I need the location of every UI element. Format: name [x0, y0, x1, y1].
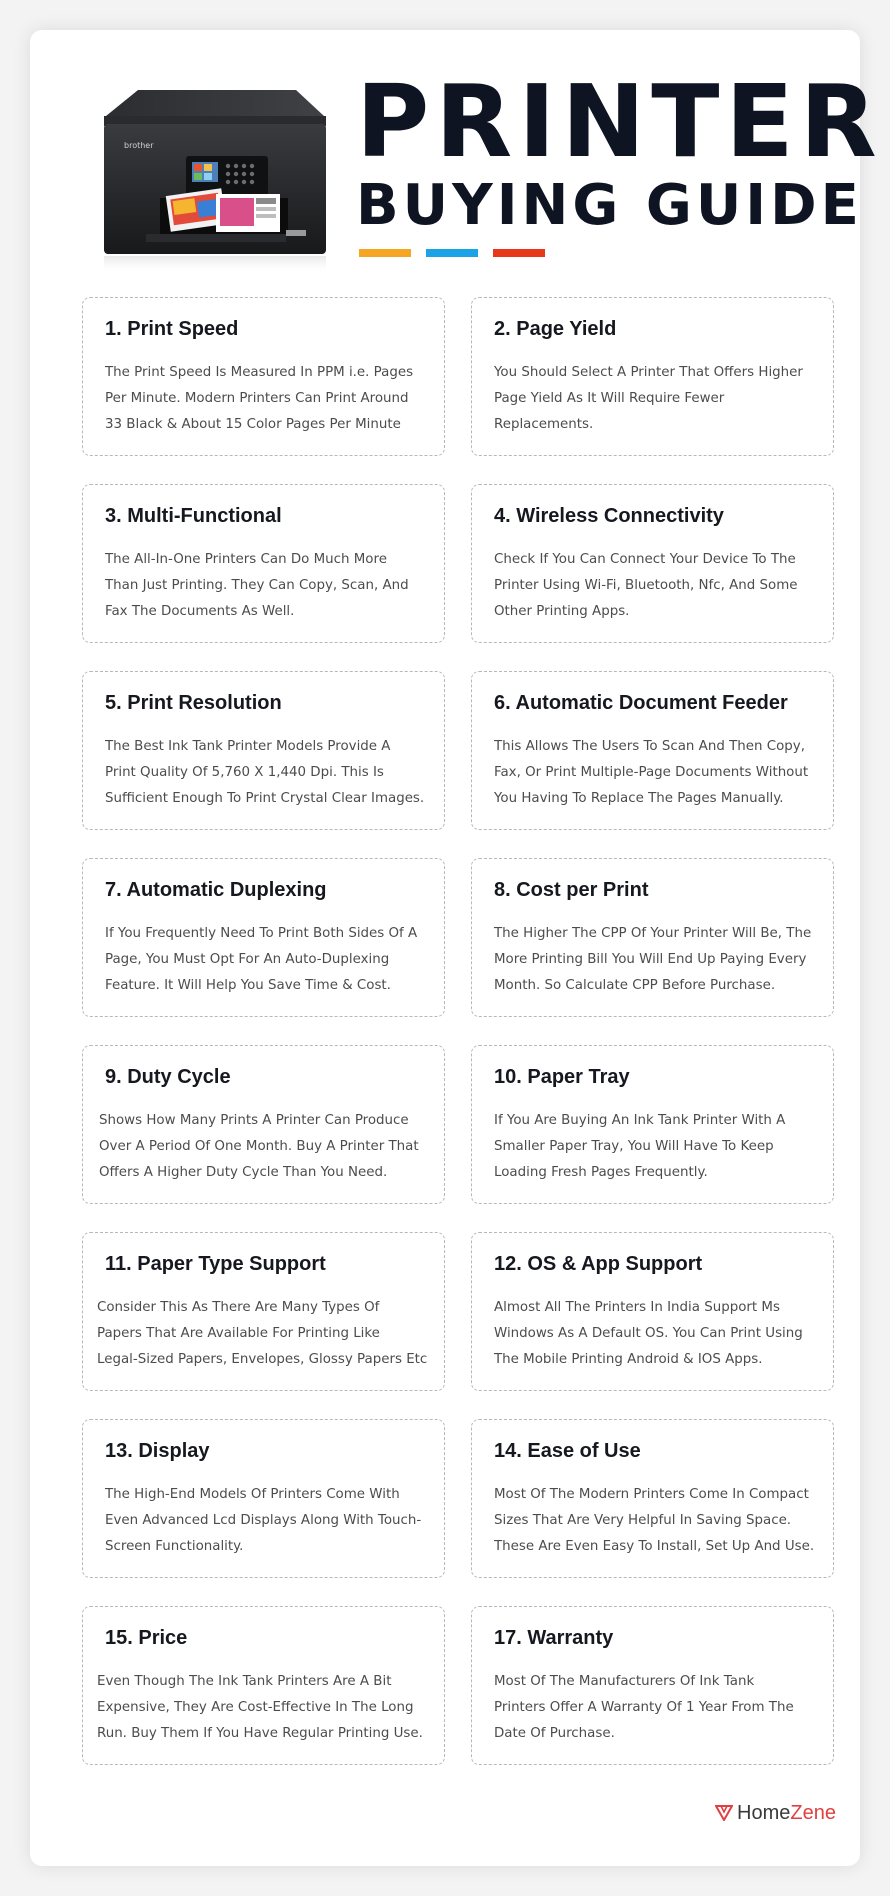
guide-item — [471, 1606, 834, 1765]
infographic-card — [30, 30, 883, 1866]
guide-item — [471, 1045, 834, 1204]
page-subtitle: BUYING GUIDE — [356, 173, 863, 238]
page-title: PRINTER — [356, 63, 883, 180]
guide-item-text: If You Are Buying An Ink Tank Printer With A Smaller Paper Tray, You Will Have To Keep Loading Fresh Pages Frequently. — [494, 1113, 786, 1180]
guide-item-title: 9. Duty Cycle — [105, 1066, 231, 1088]
guide-item — [471, 858, 834, 1017]
guide-item-title: 6. Automatic Document Feeder — [494, 692, 788, 714]
guide-item — [471, 1232, 834, 1391]
guide-item-title: 13. Display — [105, 1440, 210, 1462]
guide-item-text: Consider This As There Are Many Types Of Papers That Are Available For Printing Like Legal-Sized Papers, Envelopes, Glossy Papers Etc — [97, 1300, 428, 1367]
guide-item-title: 10. Paper Tray — [494, 1066, 630, 1088]
guide-item-title: 4. Wireless Connectivity — [494, 505, 724, 527]
guide-item — [471, 1419, 834, 1578]
guide-item — [82, 1606, 445, 1765]
guide-item — [471, 484, 834, 643]
guide-item-text: This Allows The Users To Scan And Then Copy, Fax, Or Print Multiple-Page Documents Without You Having To Replace The Pages Manually. — [494, 739, 809, 806]
printer-brand: brother — [124, 141, 154, 150]
accent-bar-blue — [426, 249, 478, 257]
guide-item-text: The Higher The CPP Of Your Printer Will Be, The More Printing Bill You Will End Up Paying Every Month. So Calculate CPP Before Purchase. — [494, 926, 812, 993]
guide-item — [471, 671, 834, 830]
printer-illustration — [86, 66, 336, 276]
guide-item — [82, 297, 445, 456]
guide-item-text: The All-In-One Printers Can Do Much More Than Just Printing. They Can Copy, Scan, And Fax The Documents As Well. — [105, 552, 409, 619]
guide-item-title: 14. Ease of Use — [494, 1440, 641, 1462]
guide-item-text: Most Of The Modern Printers Come In Compact Sizes That Are Very Helpful In Saving Space. These Are Even Easy To Install, Set Up And Use. — [494, 1487, 815, 1554]
logo-mark-icon — [715, 1805, 733, 1821]
guide-item-text: You Should Select A Printer That Offers Higher Page Yield As It Will Require Fewer Replacements. — [494, 365, 803, 432]
logo-text-home: Home — [737, 1801, 791, 1824]
guide-item-text: Check If You Can Connect Your Device To The Printer Using Wi-Fi, Bluetooth, Nfc, And Some Other Printing Apps. — [494, 552, 798, 619]
guide-item-text: Almost All The Printers In India Support Ms Windows As A Default OS. You Can Print Using The Mobile Printing Android & IOS Apps. — [494, 1300, 803, 1367]
guide-item — [82, 858, 445, 1017]
guide-item — [82, 1232, 445, 1391]
guide-item-title: 7. Automatic Duplexing — [105, 879, 327, 901]
guide-item-text: Shows How Many Prints A Printer Can Produce Over A Period Of One Month. Buy A Printer That Offers A Higher Duty Cycle Than You Need. — [99, 1113, 419, 1180]
homezene-logo — [715, 1800, 836, 1826]
accent-bar-yellow — [359, 249, 411, 257]
guide-item-title: 8. Cost per Print — [494, 879, 649, 901]
guide-item — [82, 1419, 445, 1578]
guide-item-title: 11. Paper Type Support — [105, 1253, 326, 1275]
guide-item-text: The Print Speed Is Measured In PPM i.e. Pages Per Minute. Modern Printers Can Print Around 33 Black & About 15 Color Pages Per Minute — [105, 365, 414, 432]
guide-item-text: The Best Ink Tank Printer Models Provide A Print Quality Of 5,760 X 1,440 Dpi. This Is Sufficient Enough To Print Crystal Clear Images. — [105, 739, 425, 806]
guide-item — [471, 297, 834, 456]
guide-item-title: 17. Warranty — [494, 1627, 614, 1649]
guide-item-title: 5. Print Resolution — [105, 692, 282, 714]
guide-item-text: Most Of The Manufacturers Of Ink Tank Printers Offer A Warranty Of 1 Year From The Date Of Purchase. — [494, 1674, 794, 1741]
guide-item-title: 3. Multi-Functional — [105, 505, 282, 527]
guide-item-title: 15. Price — [105, 1627, 188, 1649]
guide-item-text: Even Though The Ink Tank Printers Are A Bit Expensive, They Are Cost-Effective In The Long Run. Buy Them If You Have Regular Printing Use. — [97, 1674, 423, 1741]
guide-item-text: The High-End Models Of Printers Come With Even Advanced Lcd Displays Along With Touch- Screen Functionality. — [105, 1487, 422, 1554]
guide-item-title: 12. OS & App Support — [494, 1253, 703, 1275]
guide-item-text: If You Frequently Need To Print Both Sides Of A Page, You Must Opt For An Auto-Duplexing Feature. It Will Help You Save Time & Cost. — [105, 926, 418, 993]
guide-item — [82, 1045, 445, 1204]
guide-item-title: 1. Print Speed — [105, 318, 239, 340]
guide-item — [82, 671, 445, 830]
accent-bar-red — [493, 249, 545, 257]
guide-item — [82, 484, 445, 643]
logo-text-zene: Zene — [790, 1801, 836, 1824]
guide-item-title: 2. Page Yield — [494, 318, 617, 340]
